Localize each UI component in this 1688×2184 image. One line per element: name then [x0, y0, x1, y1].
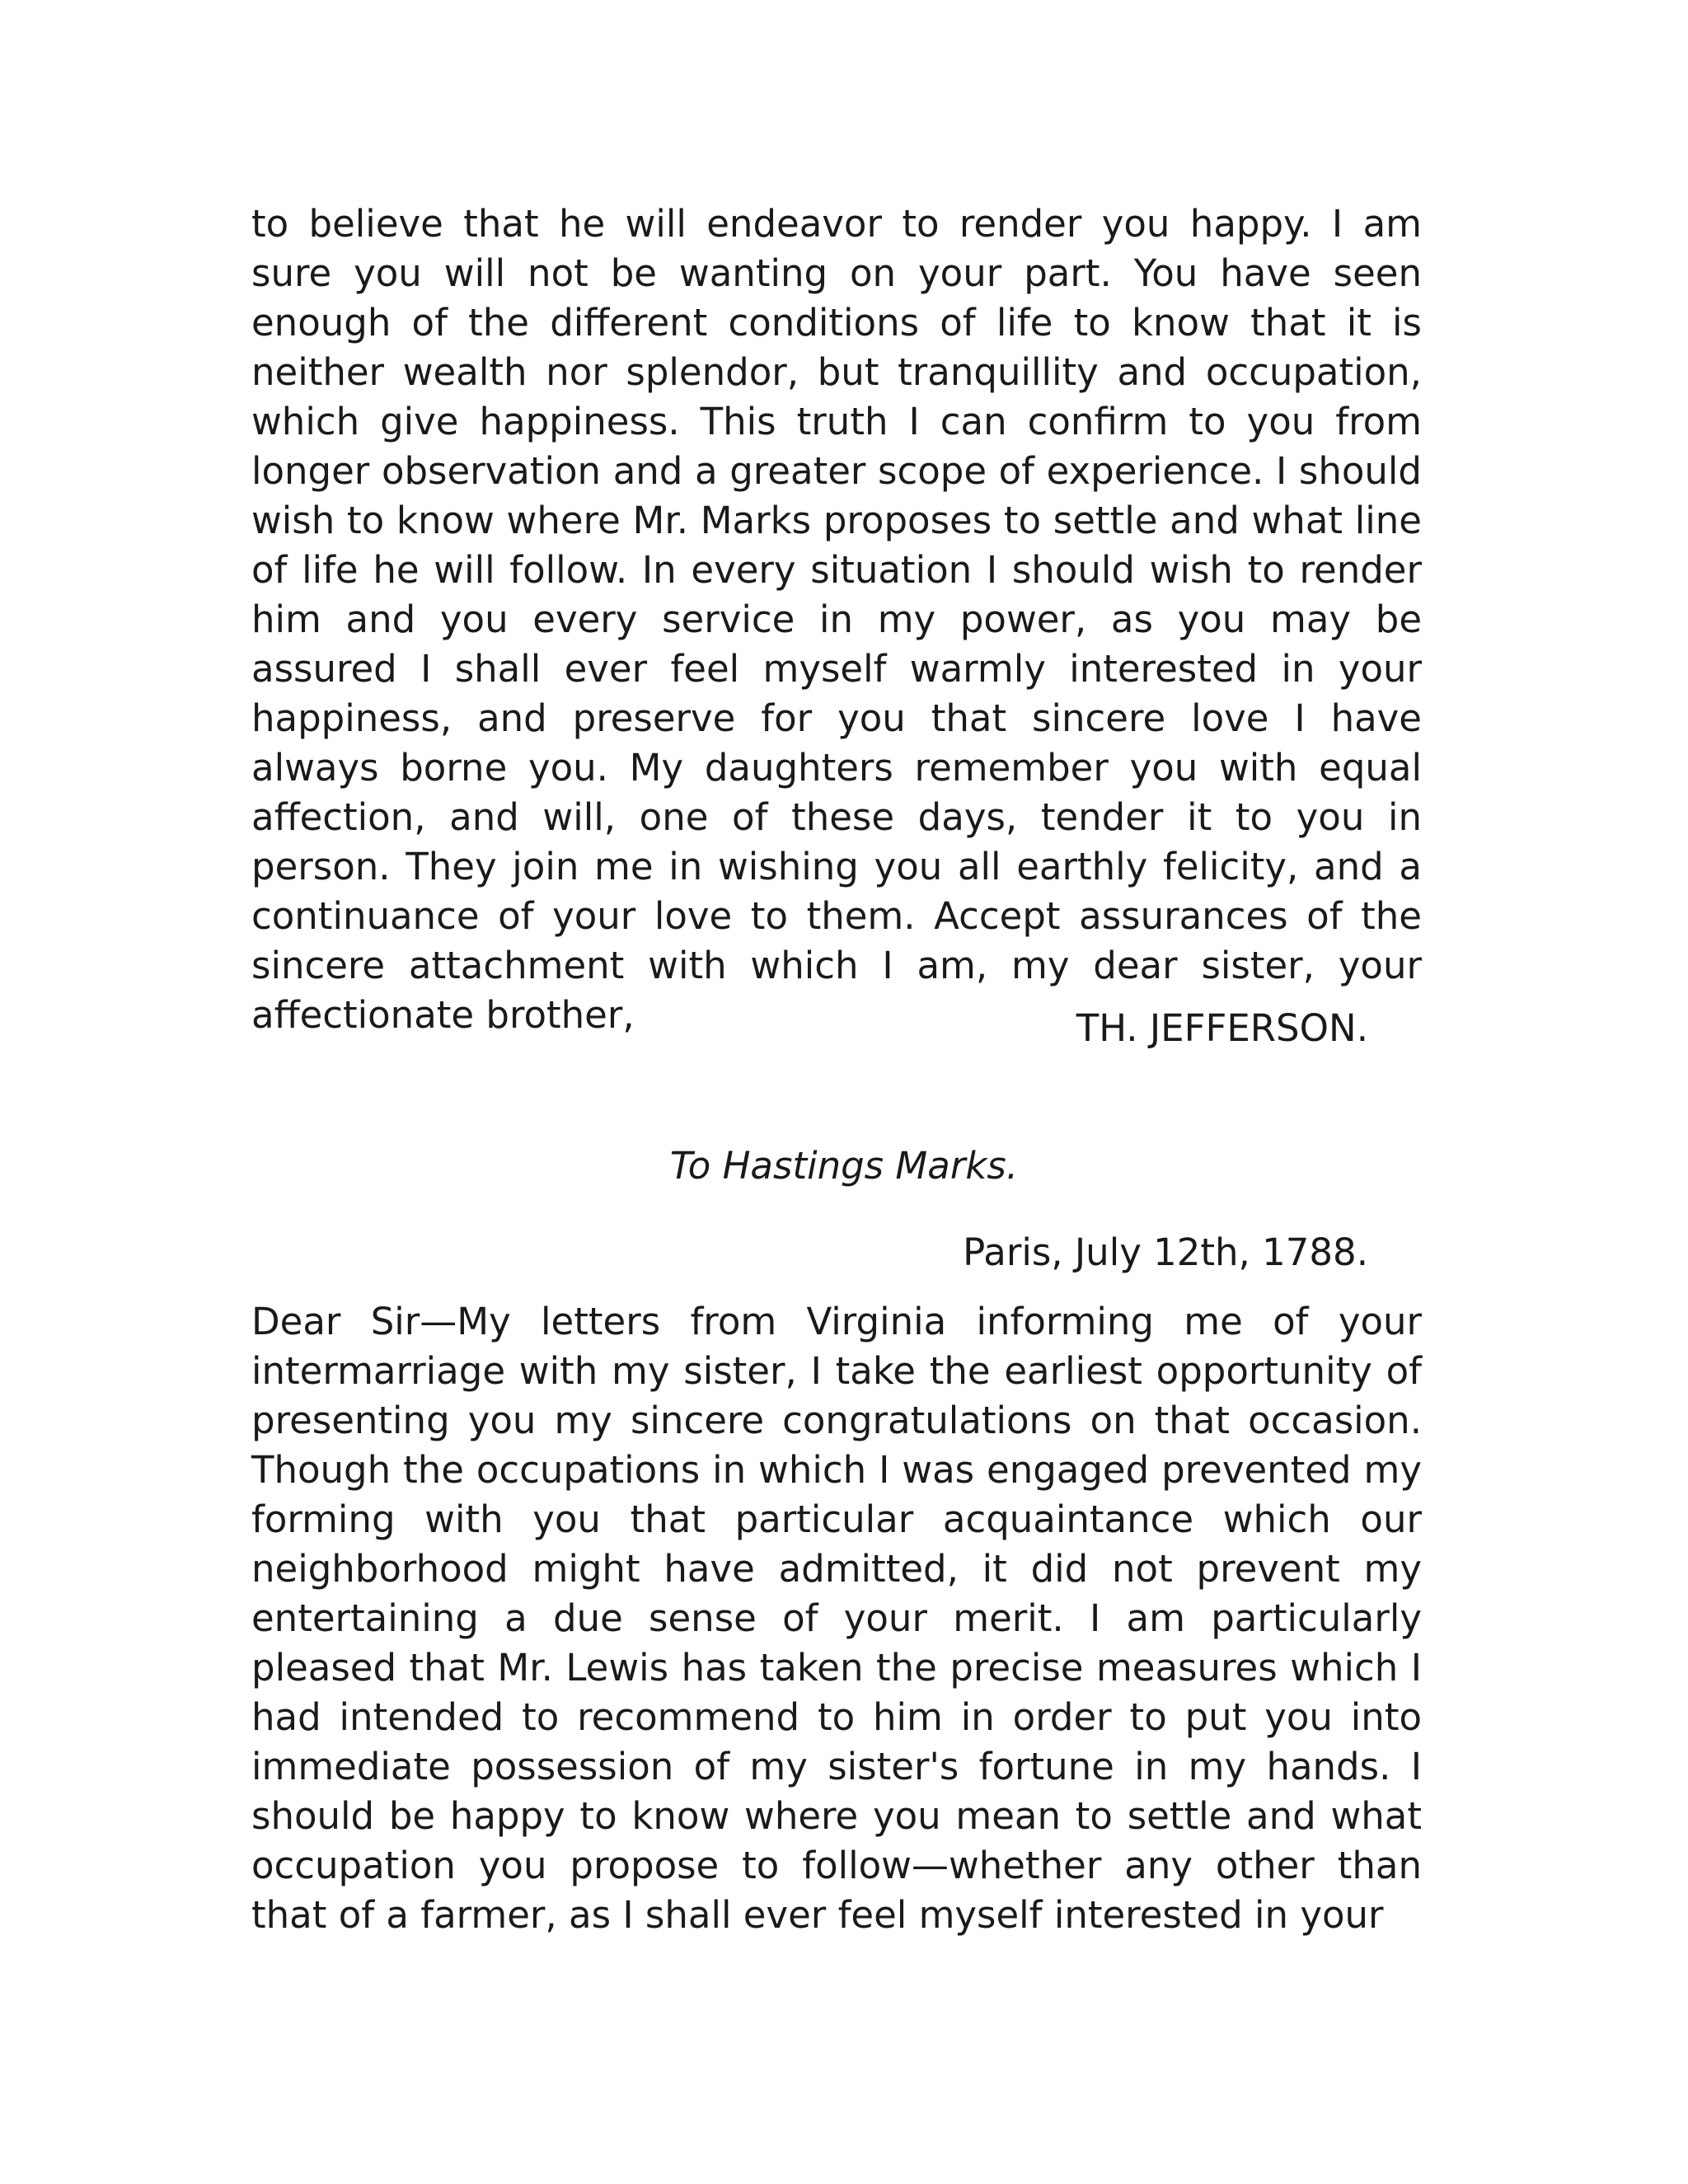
letter-one-body: to believe that he will endeavor to render you happy. I am sure you will not be wanting on your part. You have seen enough of the different conditions of life to know that it is neither wealth nor splendor, but tranquillity and occupation, which give happiness. This truth I can confirm to you from longer observation and a greater scope of experience. I should wish to know where Mr. Marks proposes to settle and what line of life he will follow. In every situation I should wish to render him and you every service in my power, as you may be assured I shall ever feel myself warmly interested in your happiness, and preserve for you that sincere love I have always borne you. My daughters remember you with equal affection, and will, one of these days, tender it to you in person. They join me in wishing you all earthly felicity, and a continuance of your love to them. Accept assurances of the sincere attachment with which I am, my dear sister, your affectionate brother,: [251, 202, 1422, 1037]
letter-one-signature: TH. JEFFERSON.: [1076, 1006, 1368, 1050]
letter-two-heading: To Hastings Marks.: [669, 1144, 1019, 1188]
letter-two-body: Dear Sir—My letters from Virginia informing me of your intermarriage with my sister, I take the earliest opportunity of presenting you my sincere congratulations on that occasion. Though the occupations in which I was engaged prevented my forming with you that particular acquaintance which our neighborhood might have admitted, it did not prevent my entertaining a due sense of your merit. I am particularly pleased that Mr. Lewis has taken the precise measures which I had intended to recommend to him in order to put you into immediate possession of my sister's fortune in my hands. I should be happy to know where you mean to settle and what occupation you propose to follow—whether any other than that of a farmer, as I shall ever feel myself interested in your: [251, 1300, 1422, 1937]
letter-two-dateline: Paris, July 12th, 1788.: [963, 1230, 1368, 1274]
